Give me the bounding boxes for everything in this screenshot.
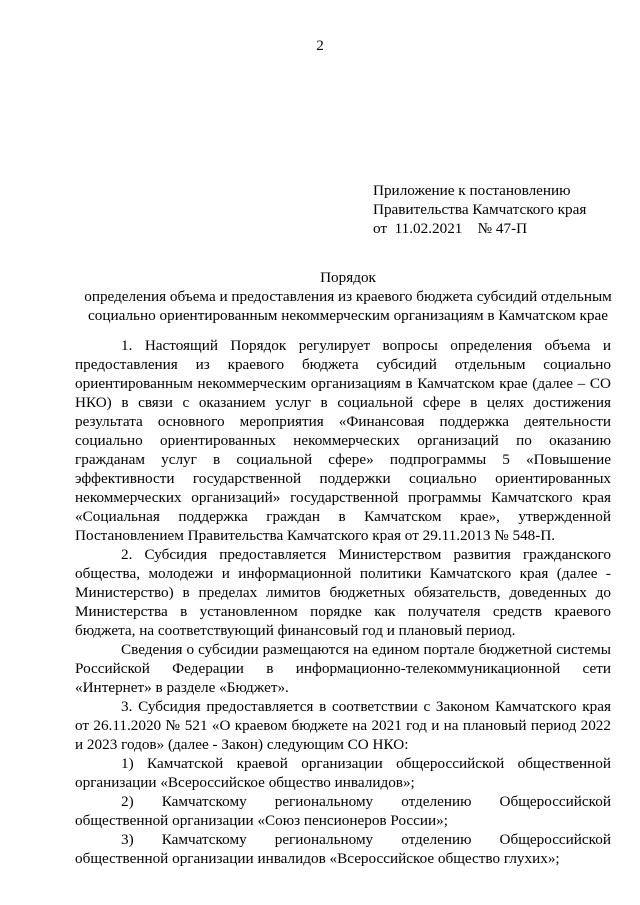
appendix-line-2: Правительства Камчатского края	[373, 201, 587, 218]
title-line-1: определения объема и предоставления из краевого бюджета субсидий отдельным	[84, 288, 612, 305]
paragraph-3: Сведения о субсидии размещаются на едином портале бюджетной системы Российской Федерации в информационно-телекоммуникационной сети «Интернет» в разделе «Бюджет».	[75, 641, 611, 696]
list-item-2: 2) Камчатскому региональному отделению Общероссийской общественной организации «Союз пенсионеров России»;	[75, 793, 611, 829]
appendix-block	[373, 181, 633, 238]
appendix-line-3: от 11.02.2021 № 47-П	[373, 220, 528, 237]
title-heading: Порядок	[320, 269, 376, 286]
paragraph-2: 2. Субсидия предоставляется Министерством развития гражданского общества, молодежи и информационной политики Камчатского края (далее - Министерство) в пределах лимитов бюджетных обязательств, доведенных до Министерства в установленном порядке как получателя средств краевого бюджета, на соответствующий финансовый год и плановый период.	[75, 546, 611, 639]
title-line-2: социально ориентированным некоммерческим организациям в Камчатском крае	[88, 307, 608, 324]
paragraph-1: 1. Настоящий Порядок регулирует вопросы определения объема и предоставления из краевого бюджета субсидий отдельным социально ориентированным некоммерческим организациям в Камчатском крае (далее – СО НКО) в связи с оказанием услуг в социальной сфере в целях достижения результата основного мероприятия «Финансовая поддержка деятельности социально ориентированных некоммерческих организаций по оказанию гражданам услуг в социальной сфере» подпрограммы 5 «Повышение эффективности государственной поддержки социально ориентированных некоммерческих организаций» государственной программы Камчатского края «Социальная поддержка граждан в Камчатском крае», утвержденной Постановлением Правительства Камчатского края от 29.11.2013 № 548-П.	[75, 337, 611, 544]
list-item-1: 1) Камчатской краевой организации общероссийской общественной организации «Всероссийское общество инвалидов»;	[75, 755, 611, 791]
list-item-3: 3) Камчатскому региональному отделению Общероссийской общественной организации инвалидов «Всероссийское общество глухих»;	[75, 831, 611, 867]
document-title	[70, 268, 626, 325]
document-body	[75, 336, 611, 868]
paragraph-4: 3. Субсидия предоставляется в соответствии с Законом Камчатского края от 26.11.2020 № 521 «О краевом бюджете на 2021 год и на плановый период 2022 и 2023 годов» (далее - Закон) следующим СО НКО:	[75, 698, 611, 753]
appendix-line-1: Приложение к постановлению	[373, 182, 571, 199]
page-number: 2	[316, 37, 324, 54]
